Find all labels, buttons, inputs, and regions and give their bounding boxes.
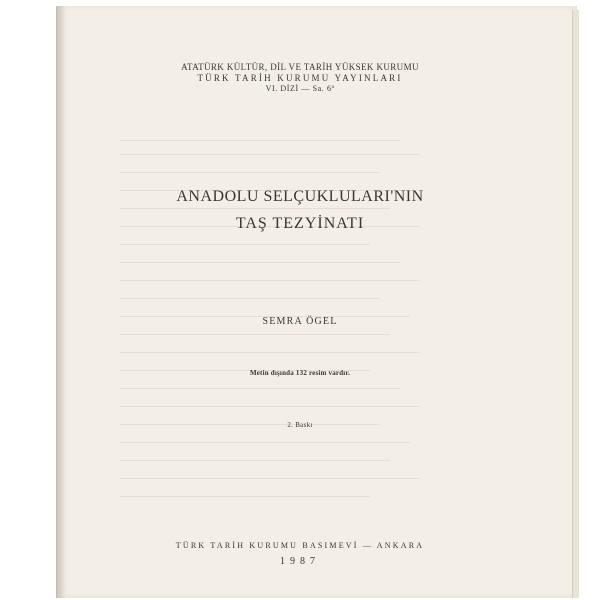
author-name: SEMRA ÖGEL [262, 316, 338, 327]
book-title-line1: ANADOLU SELÇUKLULARI'NIN [176, 188, 424, 205]
illustrations-note: Metin dışında 132 resim vardır. [249, 369, 351, 377]
page-edge [572, 10, 579, 598]
page-spine-shadow [56, 6, 66, 598]
bleed-through-texture [120, 80, 440, 520]
edition-label: 2. Baskı [287, 421, 313, 429]
publication-year: 1987 [280, 556, 320, 567]
series-number: VI. DİZİ — Sa. 6ª [265, 84, 335, 93]
publication-series-name: TÜRK TARİH KURUMU YAYINLARI [197, 73, 403, 83]
book-title-line2: TAŞ TEZYİNATI [235, 215, 365, 232]
publisher-imprint: TÜRK TARİH KURUMU BASIMEVİ — ANKARA [175, 541, 425, 550]
institution-name: ATATÜRK KÜLTÜR, DİL VE TARİH YÜKSEK KURUMU [181, 62, 419, 72]
